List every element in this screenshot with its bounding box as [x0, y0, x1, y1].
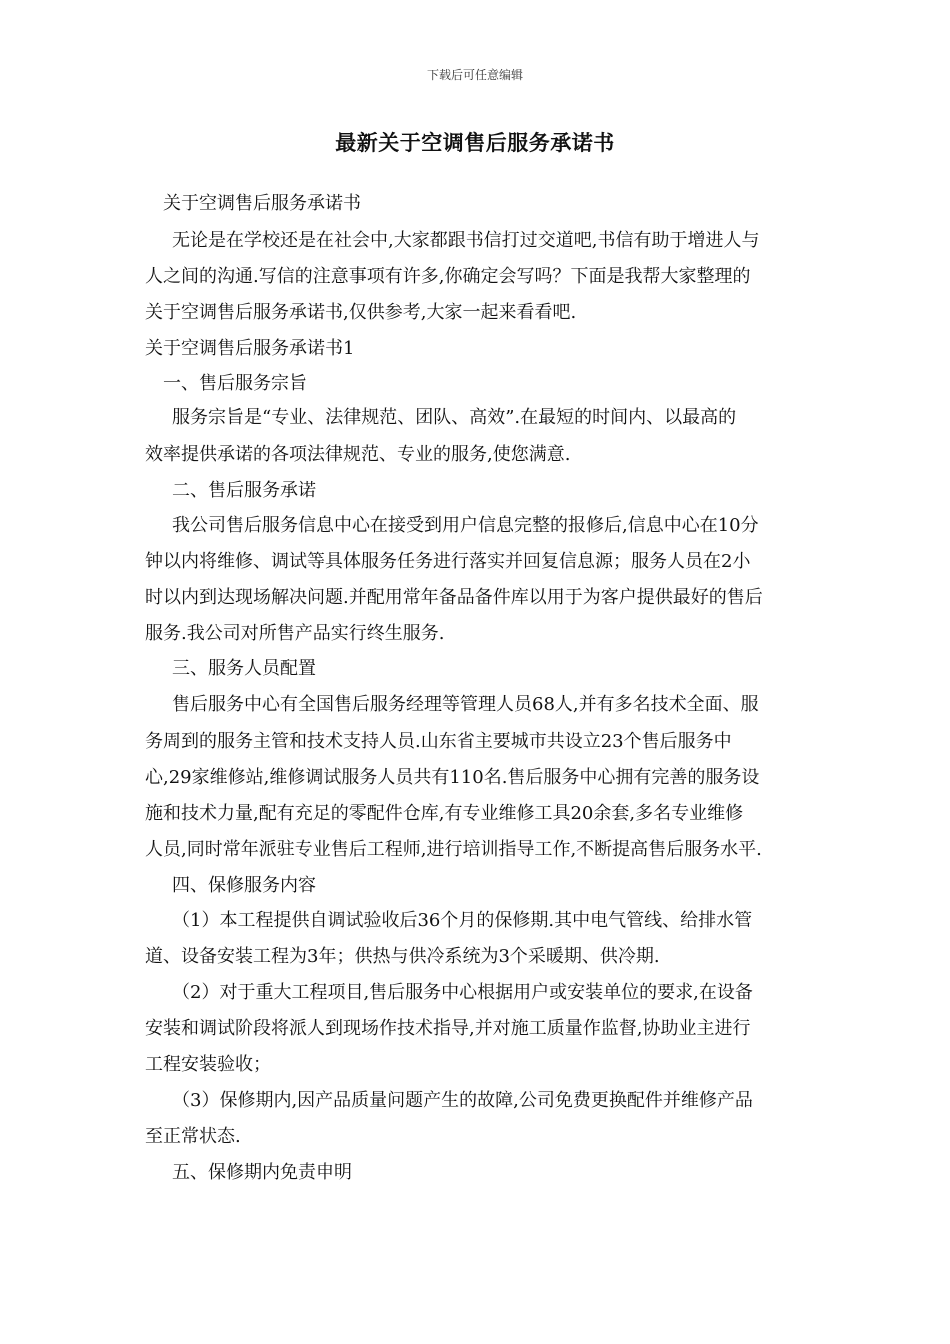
paragraph-line: 至正常状态.	[145, 1126, 241, 1147]
page-header-note: 下载后可任意编辑	[426, 68, 523, 82]
paragraph-line: 心,29家维修站,维修调试服务人员共有110名.售后服务中心拥有完善的服务设	[145, 767, 760, 788]
paragraph-line: （1）本工程提供自调试验收后36个月的保修期.其中电气管线、给排水管	[172, 910, 753, 931]
paragraph-line: 施和技术力量,配有充足的零配件仓库,有专业维修工具20余套,多名专业维修	[145, 803, 744, 824]
paragraph-line: 服务宗旨是“专业、法律规范、团队、高效”.在最短的时间内、以最高的	[172, 407, 737, 428]
section-heading: 三、服务人员配置	[172, 658, 316, 679]
paragraph-line: 钟以内将维修、调试等具体服务任务进行落实并回复信息源；服务人员在2小	[145, 551, 751, 572]
subtitle-line: 关于空调售后服务承诺书	[163, 193, 361, 214]
paragraph-line: 售后服务中心有全国售后服务经理等管理人员68人,并有多名技术全面、服	[172, 694, 759, 715]
document-title: 最新关于空调售后服务承诺书	[335, 130, 615, 155]
paragraph-line: 无论是在学校还是在社会中,大家都跟书信打过交道吧,书信有助于增进人与	[172, 230, 760, 251]
paragraph-line: （2）对于重大工程项目,售后服务中心根据用户或安装单位的要求,在设备	[172, 982, 753, 1003]
section-title-line: 关于空调售后服务承诺书1	[145, 338, 355, 359]
paragraph-line: 道、设备安装工程为3年；供热与供冷系统为3个采暖期、供冷期.	[145, 946, 660, 967]
paragraph-line: （3）保修期内,因产品质量问题产生的故障,公司免费更换配件并维修产品	[172, 1090, 753, 1111]
paragraph-line: 关于空调售后服务承诺书,仅供参考,大家一起来看看吧.	[145, 302, 577, 323]
paragraph-line: 效率提供承诺的各项法律规范、专业的服务,使您满意.	[145, 444, 571, 465]
paragraph-line: 务周到的服务主管和技术支持人员.山东省主要城市共设立23个售后服务中	[145, 731, 732, 752]
section-heading: 四、保修服务内容	[172, 875, 316, 896]
paragraph-line: 工程安装验收；	[145, 1054, 271, 1075]
paragraph-line: 安装和调试阶段将派人到现场作技术指导,并对施工质量作监督,协助业主进行	[145, 1018, 751, 1039]
section-heading: 二、售后服务承诺	[172, 480, 316, 501]
paragraph-line: 人员,同时常年派驻专业售后工程师,进行培训指导工作,不断提高售后服务水平.	[145, 839, 762, 860]
paragraph-line: 服务.我公司对所售产品实行终生服务.	[145, 623, 445, 644]
paragraph-line: 我公司售后服务信息中心在接受到用户信息完整的报修后,信息中心在10分	[172, 515, 759, 536]
paragraph-line: 人之间的沟通.写信的注意事项有许多,你确定会写吗？下面是我帮大家整理的	[145, 266, 751, 287]
section-heading: 一、售后服务宗旨	[163, 373, 307, 394]
paragraph-line: 时以内到达现场解决问题.并配用常年备品备件库以用于为客户提供最好的售后	[145, 587, 763, 608]
section-heading: 五、保修期内免责申明	[172, 1162, 352, 1183]
